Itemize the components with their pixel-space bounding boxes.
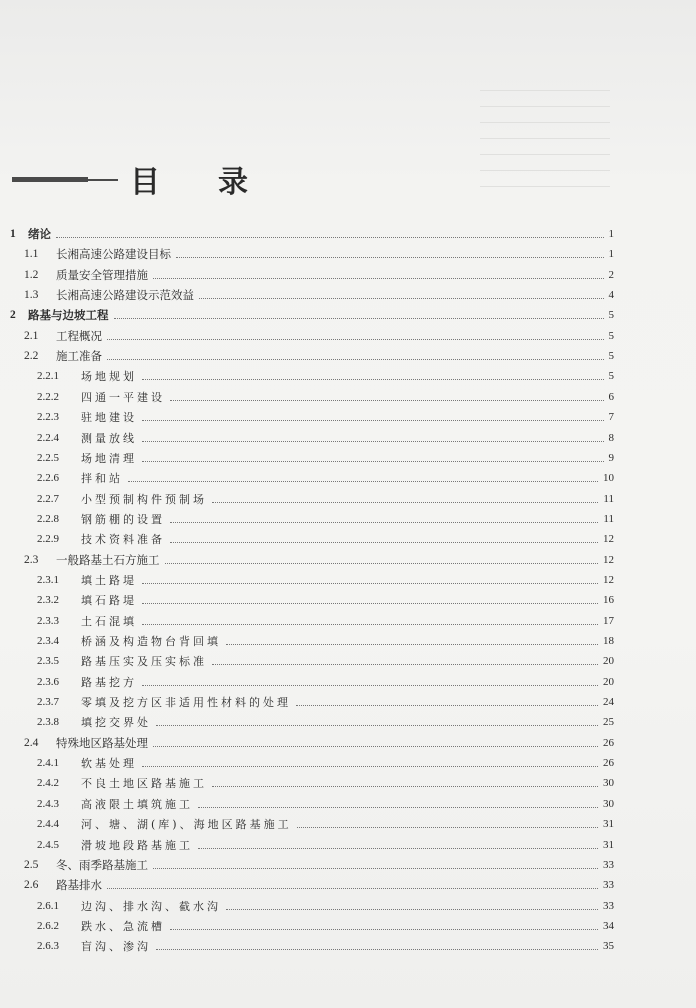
toc-entry-title: 盲沟、渗沟	[81, 940, 151, 954]
toc-leader-dots	[170, 521, 598, 523]
toc-entry-number: 2.3.4	[37, 635, 59, 647]
toc-leader-dots	[199, 297, 604, 299]
toc-leader-dots	[170, 928, 598, 930]
toc-entry-number: 2.3	[24, 553, 39, 566]
toc-entry-page: 18	[603, 635, 614, 647]
toc-entry-number: 2.2.2	[37, 390, 59, 403]
page-title: 目录	[130, 165, 306, 200]
toc-leader-dots	[107, 887, 598, 889]
toc-entry-number: 2.4.5	[37, 838, 59, 851]
toc-entry-number: 2.2.3	[37, 411, 59, 424]
toc-entry-title: 质量安全管理措施	[56, 267, 148, 282]
toc-entry-title: 小型预制构件预制场	[81, 492, 207, 506]
toc-entry-title: 填石路堤	[81, 594, 137, 608]
toc-entry-title: 填挖交界处	[81, 716, 151, 730]
toc-entry-title: 路基与边坡工程	[28, 308, 109, 323]
toc-entry-title: 零填及挖方区非适用性材料的处理	[81, 696, 291, 710]
toc-entry-title: 路基挖方	[81, 675, 137, 689]
toc-entry-title: 施工准备	[56, 349, 102, 364]
toc-entry-page: 11	[603, 492, 614, 505]
toc-entry-number: 2.6	[24, 879, 39, 892]
toc-entry[interactable]	[37, 529, 614, 549]
toc-leader-dots	[128, 480, 598, 482]
toc-entry-page: 12	[603, 553, 614, 566]
toc-entry-page: 12	[603, 573, 614, 586]
toc-entry-page: 9	[608, 451, 614, 464]
toc-entry[interactable]	[24, 855, 614, 875]
toc-entry-number: 2.3.2	[37, 594, 59, 607]
toc-entry-number: 2.2.4	[37, 431, 59, 444]
toc-entry[interactable]	[37, 631, 614, 651]
toc-entry-number: 2.4.1	[37, 757, 59, 770]
toc-entry[interactable]	[24, 733, 614, 753]
toc-leader-dots	[142, 582, 598, 584]
toc-entry[interactable]	[37, 570, 614, 590]
toc-entry[interactable]	[10, 224, 614, 244]
toc-entry-number: 2.2.6	[37, 472, 59, 485]
toc-entry-page: 5	[608, 309, 614, 322]
toc-leader-dots	[156, 948, 598, 950]
toc-entry[interactable]	[24, 285, 614, 305]
toc-entry-page: 20	[603, 655, 614, 668]
toc-leader-dots	[142, 460, 604, 462]
toc-entry-number: 2.5	[24, 858, 39, 871]
toc-entry[interactable]	[37, 672, 614, 692]
toc-entry[interactable]	[24, 326, 614, 346]
toc-leader-dots	[153, 867, 598, 869]
toc-entry-number: 2.6.3	[37, 940, 59, 953]
toc-entry-page: 35	[603, 940, 614, 953]
toc-leader-dots	[170, 399, 604, 401]
toc-entry-page: 4	[608, 289, 614, 302]
toc-leader-dots	[156, 724, 598, 726]
toc-entry-title: 路基排水	[56, 878, 102, 893]
toc-entry-title: 测量放线	[81, 431, 137, 445]
toc-entry-title: 特殊地区路基处理	[56, 735, 148, 750]
toc-entry-page: 26	[603, 736, 614, 749]
toc-entry[interactable]	[24, 346, 614, 366]
toc-entry-number: 1.3	[24, 289, 39, 302]
toc-entry-number: 2.2.7	[37, 492, 59, 505]
toc-leader-dots	[165, 562, 599, 564]
toc-entry[interactable]	[24, 550, 614, 570]
toc-entry-title: 路基压实及压实标准	[81, 655, 207, 669]
toc-leader-dots	[153, 745, 598, 747]
toc-entry[interactable]	[37, 773, 614, 793]
toc-entry[interactable]	[37, 835, 614, 855]
toc-entry-page: 8	[608, 431, 614, 444]
toc-entry-number: 1	[10, 228, 16, 240]
toc-entry-number: 2.4.2	[37, 777, 59, 790]
toc-entry-page: 30	[603, 797, 614, 810]
toc-entry-title: 桥涵及构造物台背回填	[81, 635, 221, 648]
toc-entry-number: 2.4	[24, 736, 39, 749]
toc-entry[interactable]	[10, 305, 614, 325]
toc-leader-dots	[142, 419, 604, 421]
toc-entry-number: 2.3.1	[37, 573, 59, 586]
toc-entry-title: 场地清理	[81, 451, 137, 465]
toc-leader-dots	[107, 338, 604, 340]
toc-entry[interactable]	[24, 244, 614, 264]
toc-entry-title: 长湘高速公路建设示范效益	[56, 288, 194, 303]
toc-entry-number: 2.3.3	[37, 614, 59, 627]
toc-entry-page: 16	[603, 594, 614, 607]
toc-entry[interactable]	[37, 896, 614, 916]
toc-entry-title: 边沟、排水沟、截水沟	[81, 899, 221, 913]
toc-entry-number: 2.6.2	[37, 919, 59, 932]
toc-leader-dots	[176, 256, 604, 258]
toc-leader-dots	[296, 704, 598, 706]
toc-entry-number: 1.1	[24, 248, 39, 261]
toc-leader-dots	[212, 663, 598, 665]
toc-leader-dots	[142, 684, 598, 686]
toc-entry-number: 2.4.4	[37, 818, 59, 831]
toc-entry-page: 5	[608, 329, 614, 342]
toc-entry-number: 2.4.3	[37, 797, 59, 810]
toc-entry-title: 钢筋棚的设置	[81, 512, 165, 526]
toc-entry-number: 2.2.1	[37, 370, 59, 383]
header-rule-thin	[88, 179, 118, 181]
toc-entry-title: 场地规划	[81, 370, 137, 384]
toc-entry[interactable]	[37, 387, 614, 407]
toc-entry[interactable]	[37, 590, 614, 610]
toc-leader-dots	[226, 908, 598, 910]
toc-entry-page: 2	[608, 268, 614, 281]
toc-entry-page: 12	[603, 533, 614, 546]
toc-entry-page: 33	[603, 858, 614, 871]
toc-entry-title: 技术资料准备	[81, 533, 165, 547]
toc-entry[interactable]	[37, 611, 614, 631]
toc-entry-title: 填土路堤	[81, 573, 137, 587]
toc-entry-title: 绪论	[28, 227, 51, 241]
toc-entry-page: 31	[603, 838, 614, 851]
toc-leader-dots	[107, 358, 604, 360]
toc-entry[interactable]	[37, 651, 614, 671]
toc-entry[interactable]	[37, 509, 614, 529]
toc-entry-title: 滑坡地段路基施工	[81, 838, 193, 852]
toc-leader-dots	[142, 440, 604, 442]
toc-entry-title: 高液限土填筑施工	[81, 797, 193, 811]
toc-entry-number: 2.2.8	[37, 512, 59, 525]
toc-entry[interactable]	[37, 712, 614, 732]
toc-entry-page: 25	[603, 716, 614, 729]
toc-entry[interactable]	[37, 448, 614, 468]
toc-leader-dots	[198, 806, 598, 808]
toc-entry-page: 17	[603, 614, 614, 627]
toc-entry-page: 6	[608, 390, 614, 403]
toc-entry-number: 2.2.5	[37, 451, 59, 464]
toc-entry-page: 33	[603, 879, 614, 892]
toc-entry-title: 软基处理	[81, 757, 137, 771]
toc-leader-dots	[142, 378, 604, 380]
toc-entry-page: 1	[608, 248, 614, 261]
toc-leader-dots	[212, 785, 598, 787]
toc-entry[interactable]	[24, 875, 614, 895]
toc-entry[interactable]	[37, 916, 614, 936]
toc-entry-title: 跌水、急流槽	[81, 919, 165, 933]
toc-leader-dots	[226, 643, 598, 645]
toc-entry[interactable]	[37, 489, 614, 509]
toc-entry-title: 冬、雨季路基施工	[56, 857, 148, 872]
toc-entry-number: 2.6.1	[37, 899, 59, 912]
toc-leader-dots	[297, 826, 598, 828]
toc-entry-page: 11	[603, 512, 614, 525]
toc-entry-title: 一般路基土石方施工	[56, 552, 160, 567]
toc-entry-page: 1	[608, 228, 614, 240]
toc-entry-page: 34	[603, 919, 614, 932]
toc-entry-page: 7	[608, 411, 614, 424]
toc-entry-number: 2.2.9	[37, 533, 59, 546]
toc-entry-title: 驻地建设	[81, 411, 137, 425]
toc-entry[interactable]	[37, 814, 614, 834]
toc-entry-number: 1.2	[24, 268, 39, 281]
toc-entry[interactable]	[24, 265, 614, 285]
toc-entry-page: 10	[603, 472, 614, 485]
toc-entry-number: 2	[10, 309, 16, 322]
toc-entry-number: 2.3.7	[37, 696, 59, 709]
toc-entry-page: 26	[603, 757, 614, 770]
toc-leader-dots	[56, 236, 604, 238]
toc-entry-number: 2.3.8	[37, 716, 59, 729]
toc-header	[0, 150, 696, 200]
toc-entry-title: 四通一平建设	[81, 390, 165, 404]
toc-entry[interactable]	[37, 936, 614, 956]
toc-leader-dots	[142, 623, 598, 625]
toc-entry-page: 5	[608, 350, 614, 363]
toc-leader-dots	[198, 847, 598, 849]
toc-leader-dots	[142, 602, 598, 604]
toc-entry-title: 不良土地区路基施工	[81, 777, 207, 791]
toc-entry-number: 2.3.6	[37, 675, 59, 688]
header-rule-thick	[12, 177, 88, 182]
toc-entry[interactable]	[37, 468, 614, 488]
toc-entry-number: 2.3.5	[37, 655, 59, 668]
toc-entry-title: 工程概况	[56, 328, 102, 343]
toc-entry[interactable]	[37, 753, 614, 773]
toc-entry[interactable]	[37, 366, 614, 386]
toc-entry-title: 长湘高速公路建设目标	[56, 247, 171, 262]
toc-entry[interactable]	[37, 794, 614, 814]
toc-entry-page: 20	[603, 675, 614, 688]
toc-entry[interactable]	[37, 407, 614, 427]
toc-entry-page: 33	[603, 899, 614, 912]
toc-entry[interactable]	[37, 692, 614, 712]
toc-entry-page: 24	[603, 696, 614, 709]
toc-entry-title: 土石混填	[81, 614, 137, 628]
toc-entry-number: 2.1	[24, 329, 39, 342]
toc-leader-dots	[142, 765, 598, 767]
toc-entry-page: 30	[603, 777, 614, 790]
toc-entry-title: 河、塘、湖(库)、海地区路基施工	[81, 818, 292, 832]
toc-entry-title: 拌和站	[81, 472, 123, 486]
toc-entry[interactable]	[37, 428, 614, 448]
toc-entry-number: 2.2	[24, 350, 39, 363]
toc-leader-dots	[153, 277, 604, 279]
toc-leader-dots	[114, 317, 604, 319]
toc-leader-dots	[212, 501, 598, 503]
toc-entry-page: 5	[608, 370, 614, 383]
toc-leader-dots	[170, 541, 598, 543]
toc-entry-page: 31	[603, 818, 614, 831]
